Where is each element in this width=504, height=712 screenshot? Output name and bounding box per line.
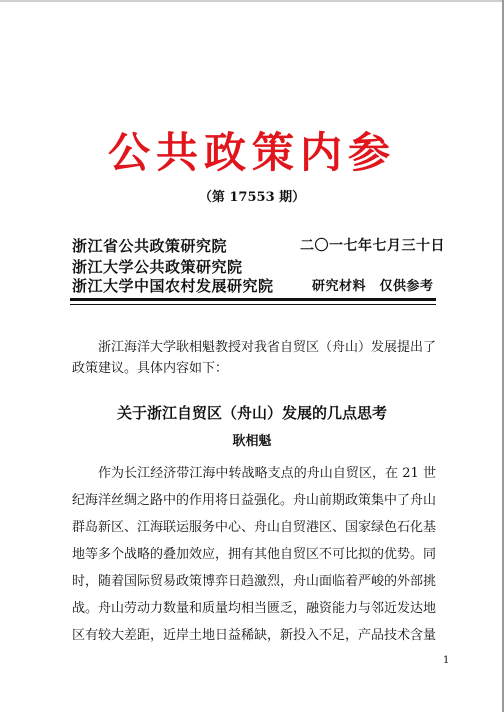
article-body: 作为长江经济带江海中转战略支点的舟山自贸区，在 21 世纪海洋丝绸之路中的作用将日益强化。舟山前期政策集中了舟山群岛新区、江海联运服务中心、舟山自贸港区、国家绿色石化基地等多个战略的叠加效应，拥有其他自贸区不可比拟的优势。同时，随着国际贸易政策博弈日趋激烈，舟山面临着严峻的外部挑战。舟山劳动力数量和质量均相当匮乏，融资能力与邻近发达地区有较大差距，近岸土地日益稀缺，新投入不足，产品技术含量 (72, 466, 437, 643)
header-rule-thick (70, 298, 436, 301)
lead-paragraph: 浙江海洋大学耿相魁教授对我省自贸区（舟山）发展提出了政策建议。具体内容如下： (72, 340, 437, 376)
header-rule-thin (70, 304, 436, 305)
institution-1: 浙江省公共政策研究院 (72, 237, 228, 255)
issue-number: （第 17553 期） (198, 190, 306, 205)
reference-note: 研究材料 仅供参考 (312, 279, 434, 294)
article-title: 关于浙江自贸区（舟山）发展的几点思考 (116, 404, 387, 422)
article-author: 耿相魁 (232, 434, 272, 449)
page-border-top (0, 0, 504, 2)
publication-title: 公共政策内参 (107, 128, 396, 177)
publication-date: 二〇一七年七月三十日 (300, 238, 445, 254)
institution-2: 浙江大学公共政策研究院 (72, 258, 243, 276)
institution-3: 浙江大学中国农村发展研究院 (72, 277, 274, 295)
page-number: 1 (443, 655, 450, 666)
